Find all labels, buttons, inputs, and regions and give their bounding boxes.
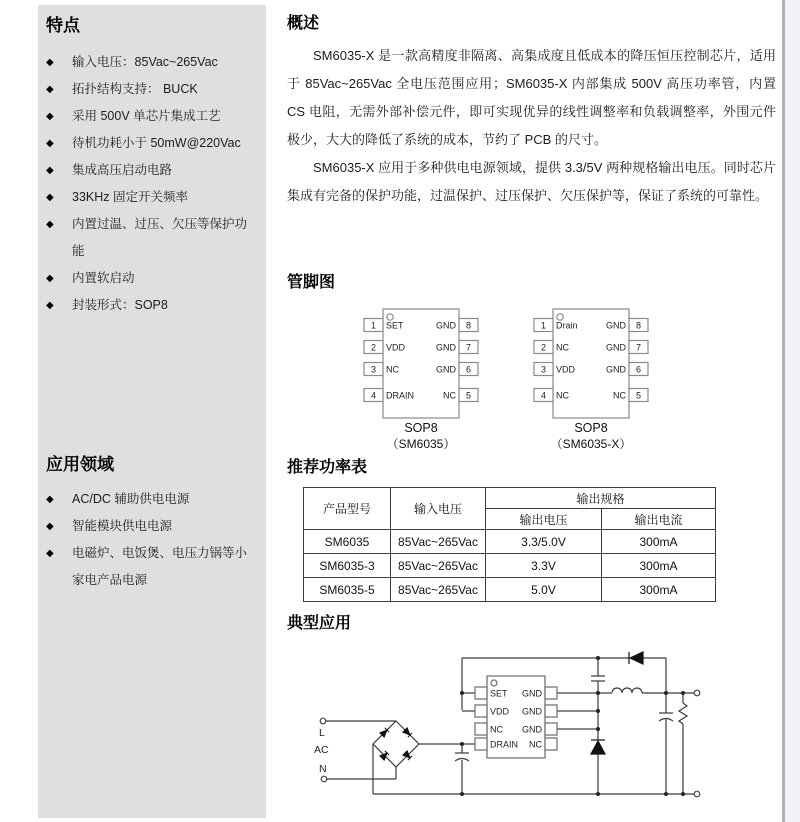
svg-text:GND: GND [522,688,542,699]
svg-text:3: 3 [540,364,547,375]
diamond-bullet-icon: ◆ [46,138,54,149]
table-row: SM6035-5 85Vac~265Vac 5.0V 300mA [304,578,716,602]
table-row: SM6035-3 85Vac~265Vac 3.3V 300mA [304,554,716,578]
typical-application-circuit [280,643,780,818]
svg-text:2: 2 [540,342,547,353]
list-item: ◆ 待机功耗小于 50mW@220Vac [46,130,258,157]
overview-text [287,42,776,210]
table-row: SM6035 85Vac~265Vac 3.3/5.0V 300mA [304,530,716,554]
terminal-vout-minus-icon [694,791,700,797]
diamond-bullet-icon: ◆ [46,84,54,95]
features-list [46,49,258,319]
list-item: ◆ 33KHz 固定开关频率 [46,184,258,211]
resistor-icon [679,703,687,724]
svg-text:4: 4 [370,390,377,401]
svg-text:2: 2 [370,342,377,353]
list-item: ◆ 采用 500V 单芯片集成工艺 [46,103,258,130]
freewheel-diode-icon [591,740,605,754]
pin1-dot-icon [491,680,497,686]
diamond-bullet-icon: ◆ [46,111,54,122]
svg-text:NC: NC [556,342,569,353]
diamond-bullet-icon: ◆ [46,300,54,311]
svg-text:5: 5 [465,390,472,401]
svg-text:GND: GND [522,724,542,735]
svg-text:6: 6 [635,364,642,375]
svg-text:3: 3 [370,364,377,375]
svg-text:7: 7 [465,342,472,353]
svg-text:GND: GND [522,706,542,717]
chip-name-label: （SM6035） [386,437,456,451]
list-item: ◆ 集成高压启动电路 [46,157,258,184]
col-header-output-group: 输出规格 [486,488,716,509]
svg-text:Drain: Drain [556,320,578,331]
diamond-bullet-icon: ◆ [46,521,54,532]
list-item: ◆ 输入电压：85Vac~265Vac [46,49,258,76]
diamond-bullet-icon: ◆ [46,494,54,505]
svg-text:NC: NC [490,724,503,735]
svg-text:GND: GND [436,342,456,353]
svg-text:4: 4 [540,390,547,401]
terminal-vout-plus-icon [694,690,700,696]
pin-diagram-sm6035x [526,304,656,452]
svg-text:1: 1 [540,320,547,331]
power-table [303,487,716,602]
svg-text:DRAIN: DRAIN [386,390,415,401]
svg-text:GND: GND [436,320,456,331]
overview-heading: 概述 [287,15,320,32]
pin1-dot-icon [387,314,393,320]
svg-text:GND: GND [606,342,626,353]
diamond-bullet-icon: ◆ [46,219,54,230]
label-n: N [319,763,327,775]
svg-text:GND: GND [606,364,626,375]
list-item: ◆ AC/DC 辅助供电电源 [46,486,258,513]
typical-app-heading: 典型应用 [287,615,352,632]
features-heading: 特点 [46,16,80,35]
svg-text:1: 1 [370,320,377,331]
svg-text:NC: NC [556,390,569,401]
label-l: L [319,727,325,739]
svg-text:8: 8 [635,320,642,331]
overview-paragraph: SM6035-X 应用于多种供电电源领域，提供 3.3/5V 两种规格输出电压。同时芯片集成有完备的保护功能，过温保护、过压保护、欠压保护等，保证了系统的可靠性。 [287,160,776,203]
svg-text:VDD: VDD [490,706,510,717]
chip-name-label: （SM6035-X） [550,437,632,451]
pinout-heading: 管脚图 [287,274,336,291]
inductor-icon [612,688,642,693]
diamond-bullet-icon: ◆ [46,57,54,68]
svg-text:NC: NC [443,390,456,401]
diamond-bullet-icon: ◆ [46,165,54,176]
svg-text:SET: SET [386,320,404,331]
list-item: ◆ 封装形式：SOP8 [46,292,258,319]
col-header-model: 产品型号 [304,488,391,530]
package-label: SOP8 [404,421,438,435]
svg-text:NC: NC [613,390,626,401]
svg-text:NC: NC [386,364,399,375]
list-item: ◆ 内置过温、过压、欠压等保护功能 [46,211,258,265]
applications-list [46,486,258,594]
pdf-viewer-background [782,0,800,822]
svg-text:GND: GND [436,364,456,375]
diamond-bullet-icon: ◆ [46,192,54,203]
svg-text:8: 8 [465,320,472,331]
diamond-bullet-icon: ◆ [46,273,54,284]
svg-text:VDD: VDD [556,364,576,375]
package-label: SOP8 [574,421,608,435]
list-item: ◆ 内置软启动 [46,265,258,292]
col-header-input: 输入电压 [391,488,486,530]
label-ac: AC [314,744,329,756]
pin1-dot-icon [557,314,563,320]
col-header-iout: 输出电流 [602,509,716,530]
terminal-l-icon [320,718,326,724]
overview-paragraph: SM6035-X 是一款高精度非隔离、高集成度且低成本的降压恒压控制芯片，适用于 85Vac~265Vac 全电压范围应用；SM6035-X 内部集成 500V 高压功率管，内置 CS 电阻，无需外部补偿元件，即可实现优异的线性调整率和负载调整率，外围元件极少，大大的降低了系统的成本，节约了 PCB 的尺寸。 [287,48,776,147]
svg-text:DRAIN: DRAIN [490,739,519,750]
power-table-heading: 推荐功率表 [287,459,368,476]
svg-text:7: 7 [635,342,642,353]
terminal-n-icon [321,776,327,782]
supply-diode-icon [629,652,643,664]
col-header-vout: 输出电压 [486,509,602,530]
list-item: ◆ 拓扑结构支持： BUCK [46,76,258,103]
svg-text:NC: NC [529,739,542,750]
svg-text:5: 5 [635,390,642,401]
pin-diagram-sm6035 [356,304,486,452]
applications-heading: 应用领域 [46,455,114,474]
svg-text:GND: GND [606,320,626,331]
list-item: ◆ 电磁炉、电饭煲、电压力锅等小家电产品电源 [46,540,258,594]
diamond-bullet-icon: ◆ [46,548,54,559]
list-item: ◆ 智能模块供电电源 [46,513,258,540]
svg-text:6: 6 [465,364,472,375]
bridge-rectifier-icon [380,728,412,760]
svg-text:SET: SET [490,688,508,699]
svg-text:VDD: VDD [386,342,406,353]
